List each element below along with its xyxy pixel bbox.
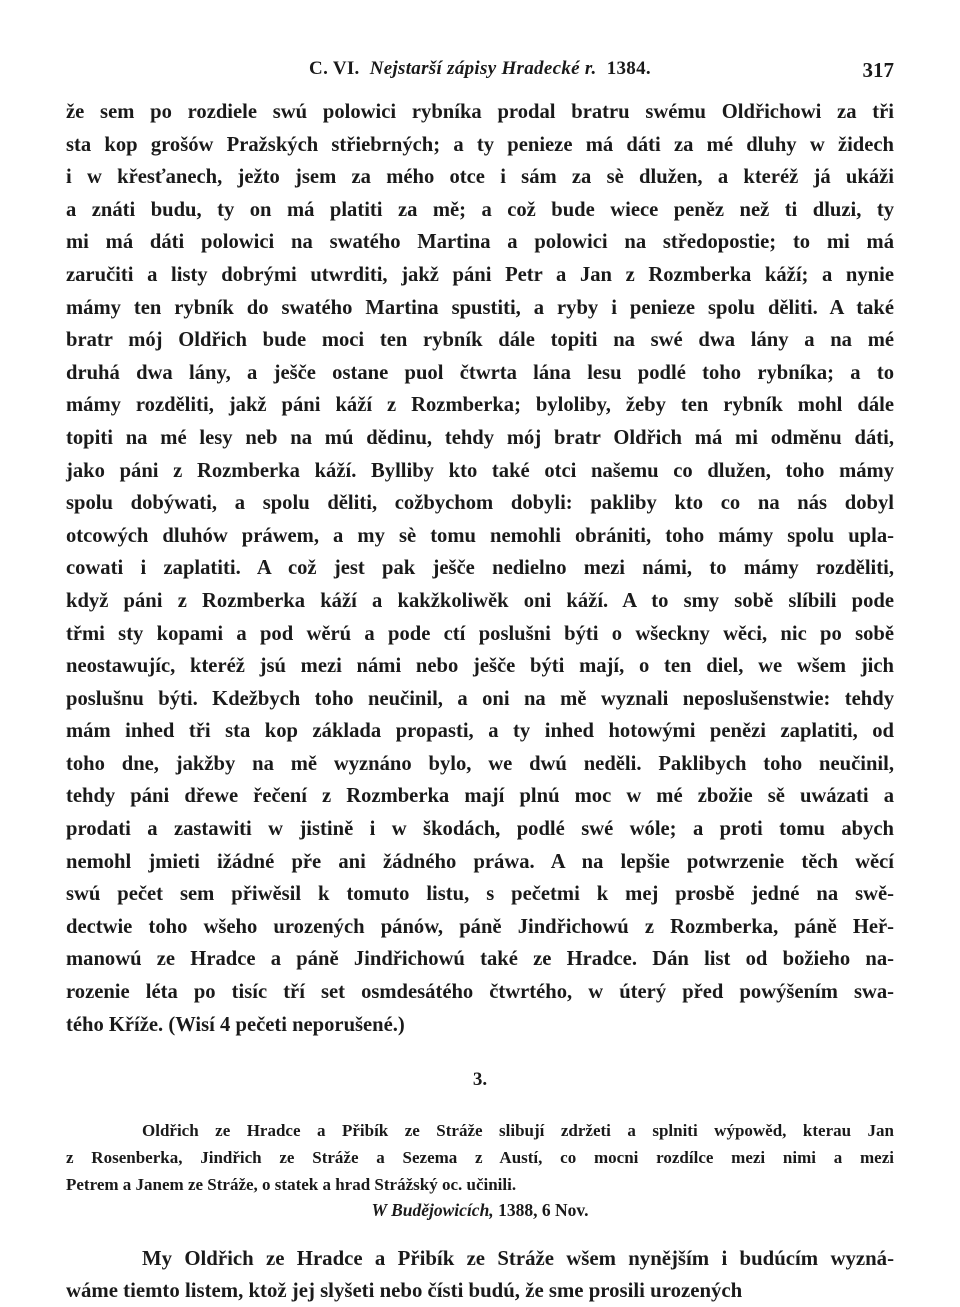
text-line: jako páni z Rozmberka káží. Bylliby kto také otci našemu co dlužen, toho mámy xyxy=(66,459,894,482)
text-line: mámy rozděliti, jakž páni káží z Rozmberka; byloliby, žeby ten rybník mohl dále xyxy=(66,394,894,417)
text-line: neostawujíc, kteréž jsú mezi námi nebo ješče býti mají, o ten diel, we wšem jich xyxy=(66,655,894,678)
text-line: prodati a zastawiti w jistině i w škodách, podlé swé wóle; a proti tomu abych xyxy=(66,818,894,841)
text-line: dectwie toho wšeho urozených pánów, páně Jindřichowú z Rozmberka, páně Heř- xyxy=(66,915,894,938)
text-line: že sem po rozdiele swú polowici rybníka prodal bratru swému Oldřichowi za tři xyxy=(66,101,894,123)
text-line: třmi sty kopami a pod wěrú a pode ctí poslušni býti o wšeckny wěci, nic po sobě xyxy=(66,622,894,645)
text-line: toho dne, jakžby na mě wyznáno bylo, we dwú neděli. Paklibych toho neučinil, xyxy=(66,752,894,775)
text-line: mám inhed tři sta kop základa propasti, a ty inhed hotowými penězi zaplatiti, od xyxy=(66,720,894,743)
body-text xyxy=(66,96,894,1041)
summary-line: Oldřich ze Hradce a Přibík ze Stráže slibují zdržeti a splniti wýpowěd, kterau Jan xyxy=(142,1121,894,1141)
charter-line: My Oldřich ze Hradce a Přibík ze Stráže wšem nynějším i budúcím wyzná- xyxy=(142,1247,894,1271)
summary-line: Petrem a Janem ze Stráže, o statek a hrad Strážský oc. učinili. xyxy=(66,1175,517,1195)
charter-line: wáme tiemto listem, ktož jej slyšeti nebo čísti budú, že sme prosili urozených xyxy=(66,1279,743,1303)
text-line: cowati i zaplatiti. A což jest pak ješče nedielno mezi námi, to mámy rozděliti, xyxy=(66,557,894,580)
page-number: 317 xyxy=(862,58,894,82)
text-line: topiti na mé lesy neb na mú dědinu, tehdy mój bratr Oldřich má mi odměnu dáti, xyxy=(66,426,894,449)
text-line: i w křesťanech, ježto jsem za mého otce i sám za sè dlužen, a kteréž já ukáži xyxy=(66,166,894,189)
chapter-title: Nejstarší zápisy Hradecké r. xyxy=(369,58,597,79)
dateline-date: 1388, 6 Nov. xyxy=(498,1200,589,1221)
text-line: otcowých dluhów práwem, a my sè tomu nemohli obrániti, toho mámy spolu upla- xyxy=(66,524,894,547)
text-line: nemohl jmieti ižádné pře ani žádného práwa. A na lepšie potwrzenie těch wěcí xyxy=(66,850,894,873)
text-line: poslušnu býti. Kdežbych toho neučinil, a oni na mě wyznali neposlušenstwie: tehdy xyxy=(66,687,894,710)
chapter-year: 1384. xyxy=(606,58,651,79)
text-line: sta kop grošów Pražských střiebrných; a ty penieze má dáti za mé dluhy w židech xyxy=(66,133,894,156)
text-line: zaručiti a listy dobrými utwrditi, jakž páni Petr a Jan z Rozmberka káží; a nynie xyxy=(66,263,894,286)
chapter-label: C. VI. xyxy=(309,58,360,79)
dateline-place: W Budějowicích, xyxy=(371,1200,494,1221)
text-line: tehdy páni dřewe řečení z Rozmberka mají plnú moc w mé zbožie sě uwázati a xyxy=(66,785,894,808)
text-line: rozenie léta po tisíc tří set osmdesátého čtwrtého, w úterý před powýšením swa- xyxy=(66,981,894,1004)
text-line: spolu dobýwati, a spolu děliti, cožbychom dobyli: pakliby kto co na nás dobyl xyxy=(66,492,894,515)
text-line: druhá dwa lány, a ješče ostane puol čtwrta lána lesu podlé toho rybníka; a to xyxy=(66,361,894,384)
running-head-title xyxy=(66,58,894,80)
text-line: a znáti budu, ty on má platiti za mě; a což bude wiece peněz než ti dluzi, ty xyxy=(66,198,894,221)
section-number: 3. xyxy=(472,1069,488,1091)
text-line: tého Kříže. (Wisí 4 pečeti neporušené.) xyxy=(66,1013,405,1036)
dateline xyxy=(66,1200,894,1221)
text-line: bratr mój Oldřich bude moci ten rybník dále topiti na swé dwa lány a na mé xyxy=(66,329,894,352)
text-line: když páni z Rozmberka káží a kakžkoliwěk oni káží. A to smy sobě slíbili pode xyxy=(66,589,894,612)
charter-text xyxy=(66,1243,894,1307)
running-head xyxy=(66,58,894,88)
text-line: swú pečet sem přiwěsil k tomuto listu, s pečetmi k mej prosbě jedné na swě- xyxy=(66,883,894,906)
text-line: mi má dáti polowici na swatého Martina a polowici na středopostie; to mi má xyxy=(66,231,894,254)
text-line: manowú ze Hradce a páně Jindřichowú také ze Hradce. Dán list od božieho na- xyxy=(66,948,894,971)
summary-line: z Rosenberka, Jindřich ze Stráže a Sezema z Austí, co mocni rozdílce mezi nimi a mezi xyxy=(66,1148,894,1168)
document-summary xyxy=(66,1117,894,1198)
text-line: mámy ten rybník do swatého Martina spustiti, a ryby i penieze spolu děliti. A také xyxy=(66,296,894,319)
